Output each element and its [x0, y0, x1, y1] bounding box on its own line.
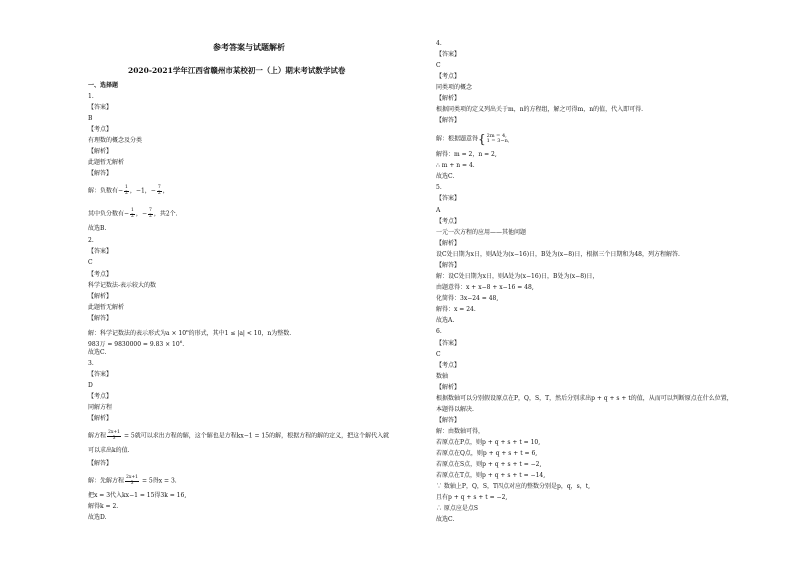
answer-tag: 【答案】 — [88, 248, 113, 255]
analysis-line: 解方程 $\frac{2x+1}{3}$ = 5就可以求出方程的解，这个解也是方程kx−1 = 15的解，根据方程的解的定义，把这个解代入就 — [88, 430, 390, 441]
analysis-line: 本题得以解决. — [436, 406, 474, 413]
answer-value: D — [88, 382, 93, 389]
answer-tag: 【答案】 — [436, 195, 461, 202]
question-number: 3. — [88, 360, 94, 367]
question-number: 5. — [436, 184, 442, 191]
answer-value: C — [436, 351, 441, 358]
kp-text: 科学记数法-表示较大的数 — [88, 282, 157, 289]
answer-value: C — [88, 259, 93, 266]
solution-line: ∴ m + n = 4. — [436, 162, 475, 169]
solution-line: 由题意得：x + x−8 + x−16 = 48, — [436, 284, 534, 291]
question-number: 2. — [88, 237, 94, 244]
kp-tag: 【考点】 — [88, 271, 113, 278]
solution-tag: 【解答】 — [88, 460, 113, 467]
analysis-text: 此题暂无解析 — [88, 304, 125, 311]
solution-line: 解：设C处日期为x日，则A处为(x−16)日，B处为(x−8)日， — [436, 273, 599, 280]
fraction: $\frac{7}{2}$ — [148, 208, 152, 219]
exam-title: 2020-2021学年江西省赣州市某校初一（上）期末考试数学试卷 — [128, 66, 346, 75]
solution-line: 若原点在Q点，则p + q + s + t = 6, — [436, 450, 538, 457]
kp-tag: 【考点】 — [436, 362, 461, 369]
solution-line: 983万 = $9830000 = 9.83 \times 10^6$. — [88, 339, 185, 348]
solution-line: 化简得：3x−24 = 48, — [436, 295, 499, 302]
solution-line: 故选C. — [436, 173, 455, 180]
analysis-text: 此题暂无解析 — [88, 159, 125, 166]
analysis-tag: 【解析】 — [436, 95, 461, 102]
analysis-tag: 【解析】 — [88, 148, 113, 155]
kp-text: 同类项的概念 — [436, 84, 473, 91]
analysis-tag: 【解析】 — [436, 240, 461, 247]
solution-tag: 【解答】 — [88, 315, 113, 322]
solution-line: 把x = 3代入kx−1 = 15得3k = 16, — [88, 492, 187, 499]
solution-tag: 【解答】 — [88, 170, 113, 177]
solution-line: 解：科学记数法的表示形式为$a \times 10^n$的形式，其中1 ≤ |a| < 10，n为整数. — [88, 328, 292, 337]
brace: { — [478, 132, 486, 146]
answer-tag: 【答案】 — [436, 51, 461, 58]
kp-tag: 【考点】 — [436, 218, 461, 225]
solution-line: 故选A. — [436, 317, 455, 324]
solution-line: 若原点在S点，则p + q + s + t = −2, — [436, 461, 542, 468]
solution-line: 解：根据题意得{ 2m = 4, 1 = 3−n, — [436, 132, 510, 146]
analysis-tag: 【解析】 — [436, 384, 461, 391]
solution-line: 其中负分数有− $\frac{1}{2}$ ，− $\frac{7}{2}$ ，共2个. — [88, 208, 178, 219]
solution-line: 若原点在P点，则p + q + s + t = 10, — [436, 439, 541, 446]
analysis-text: 设C处日期为x日，则A处为(x−16)日，B处为(x−8)日，根据三个日期和为48，列方程解答. — [436, 251, 680, 258]
solution-line: 解得：m = 2，n = 2, — [436, 151, 497, 158]
kp-tag: 【考点】 — [88, 126, 113, 133]
analysis-text: 根据同类项的定义列出关于m，n的方程组，解之可得m，n的值，代入即可得. — [436, 106, 644, 113]
analysis-tag: 【解析】 — [88, 293, 113, 300]
question-number: 6. — [436, 328, 442, 335]
solution-line: 且有p + q + s + t = −2, — [436, 494, 508, 501]
solution-line: 解得k = 2. — [88, 503, 119, 510]
fraction: $\frac{1}{2}$ — [125, 185, 128, 196]
analysis-line: 根据数轴可以分别假设原点在P，Q，S，T，然后分别求出p + q + s + t的值，从而可以判断原点在什么位置， — [436, 395, 733, 402]
kp-tag: 【考点】 — [436, 73, 461, 80]
answer-tag: 【答案】 — [88, 371, 113, 378]
solution-line: ∵ 数轴上P，Q，S，T四点对应的整数分别是p，q，s，t, — [436, 483, 591, 490]
solution-line: 解：负数有− $\frac{1}{2}$ ，−1，− $\frac{7}{2}$ ， — [88, 185, 169, 196]
solution-tag: 【解答】 — [436, 262, 461, 269]
solution-line: 故选B. — [88, 225, 107, 232]
solution-line: 解：先解方程 $\frac{2x+1}{3}$ = 5得x = 3. — [88, 475, 177, 486]
section-heading: 一、选择题 — [88, 82, 119, 89]
solution-tag: 【解答】 — [436, 417, 461, 424]
solution-line: 故选C. — [88, 349, 107, 356]
solution-line: 解：由数轴可得， — [436, 428, 485, 435]
fraction: $\frac{2x+1}{3}$ — [108, 430, 121, 441]
kp-tag: 【考点】 — [88, 393, 113, 400]
page-title: 参考答案与试题解析 — [213, 42, 285, 52]
solution-line: 故选D. — [88, 514, 107, 521]
answer-value: A — [436, 207, 441, 214]
question-number: 4. — [436, 40, 442, 47]
answer-tag: 【答案】 — [88, 104, 113, 111]
kp-text: 一元一次方程的应用——其他问题 — [436, 229, 527, 236]
fraction: $\frac{2x+1}{3}$ — [126, 475, 139, 486]
question-number: 1. — [88, 93, 94, 100]
solution-line: 故选C. — [436, 516, 455, 523]
answer-value: B — [88, 115, 93, 122]
kp-text: 同解方程 — [88, 404, 113, 411]
solution-line: ∴ 原点应是点S — [436, 505, 479, 512]
analysis-line: 可以求出k的值. — [88, 447, 130, 454]
kp-text: 数轴 — [436, 373, 449, 380]
solution-line: 若原点在T点，则p + q + s + t = −14, — [436, 472, 546, 479]
analysis-tag: 【解析】 — [88, 415, 113, 422]
fraction: $\frac{1}{2}$ — [131, 208, 134, 219]
equation-system: 2m = 4, 1 = 3−n, — [486, 132, 510, 144]
answer-value: C — [436, 62, 441, 69]
solution-tag: 【解答】 — [436, 117, 461, 124]
answer-tag: 【答案】 — [436, 340, 461, 347]
solution-line: 解得：x = 24. — [436, 306, 476, 313]
fraction: $\frac{7}{2}$ — [157, 185, 161, 196]
kp-text: 有理数的概念及分类 — [88, 137, 143, 144]
